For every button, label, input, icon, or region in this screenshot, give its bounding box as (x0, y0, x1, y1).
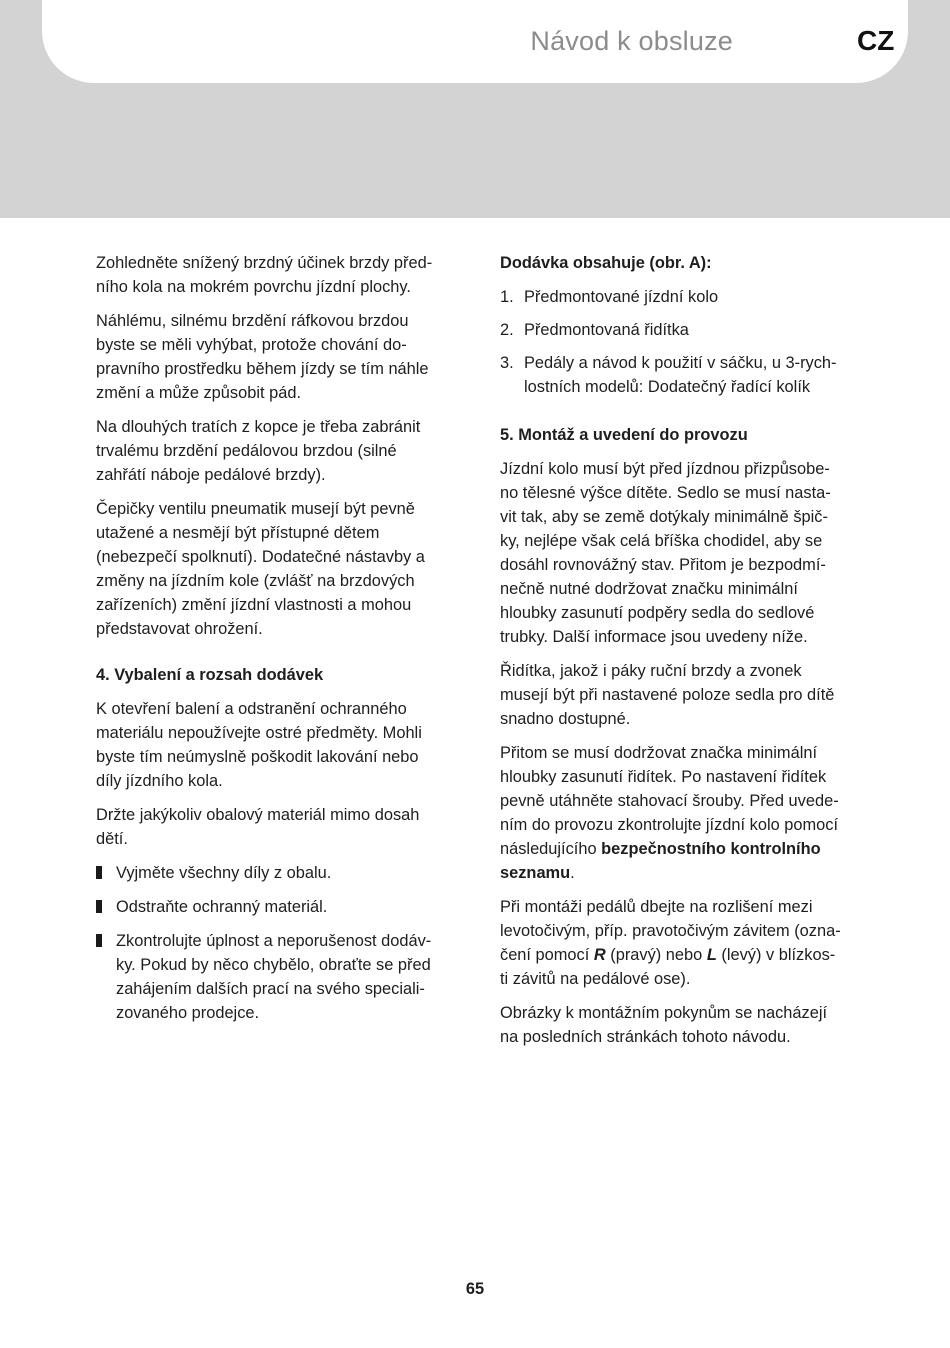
section-5-heading: 5. Montáž a uvedení do provozu (500, 426, 748, 444)
bullet-marker (96, 866, 102, 879)
list-item: 2. Předmontovaná řidítka (500, 321, 689, 339)
paragraph-images-ref: Obrázky k montážním pokynům se nacházejí na posledních stránkách tohoto návodu. (500, 1004, 828, 1046)
bullet-marker (96, 900, 102, 913)
paragraph-unpacking: K otevření balení a odstranění ochranného materiálu nepoužívejte ostré předměty. Mohli byste tím neúmyslně poškodit lakování nebo díly jízdního kola. (96, 700, 422, 790)
header-band (0, 0, 950, 218)
delivery-contents-list (500, 285, 860, 399)
right-marker: R (593, 946, 606, 964)
list-item: Odstraňte ochranný materiál. (96, 895, 456, 919)
list-item: 3. Pedály a návod k použití v sáčku, u 3-rych- lostních modelů: Dodatečný řadící kolík (500, 354, 837, 396)
header-tab (42, 0, 908, 83)
section-4-heading: 4. Vybalení a rozsah dodávek (96, 666, 324, 684)
safety-checklist-ref: bezpečnostního kontrolního (601, 840, 821, 858)
paragraph-packaging: Držte jakýkoliv obalový materiál mimo dosah dětí. (96, 806, 420, 848)
delivery-contents-heading: Dodávka obsahuje (obr. A): (500, 254, 712, 272)
list-item: 1. Předmontované jízdní kolo (500, 288, 719, 306)
paragraph-handlebar-depth: Přitom se musí dodržovat značka minimální hloubky zasunutí řidítek. Po nastavení řidítek pevně utáhněte stahovací šrouby. Před uvede- ním do provozu zkontrolujte jízdní kolo pomocí následujícího bezpečnostního kontrolního seznamu. (500, 744, 839, 882)
paragraph-adjust-saddle: Jízdní kolo musí být před jízdnou přizpůsobe- no tělesné výšce dítěte. Sedlo se musí nasta- vit tak, aby se země dotýkaly minimálně špič- ky, nejlépe však celá bříška chodidel, aby se dosáhl rovnovážný stav. Přitom je bezpodmí- nečně nutné dodržovat značku minimální hloubky zasunutí podpěry sedla do sedlové trubky. Další informace jsou uvedeny níže. (500, 460, 831, 646)
language-code: CZ (857, 25, 895, 56)
paragraph-pedal-thread: Při montáži pedálů dbejte na rozlišení mezi levotočivým, příp. pravotočivým závitem (ozna- čení pomocí R (pravý) nebo L (levý) v blízkos- ti závitů na pedálové ose). (500, 898, 841, 988)
bullet-marker (96, 934, 102, 947)
paragraph-valve-caps: Čepičky ventilu pneumatik musejí být pevně utažené a nesmějí být přístupné dětem (nebezpečí spolknutí). Dodatečné nástavby a změny na jízdním kole (zvlášť na brzdových zařízeních) změní jízdní vlastnosti a mohou představovat ohrožení. (96, 500, 425, 638)
list-item: Zkontrolujte úplnost a neporušenost dodáv- ky. Pokud by něco chybělo, obraťte se před zahájením dalších prací na svého speciali- zovaného prodejce. (96, 929, 456, 1025)
left-marker: L (706, 946, 717, 964)
paragraph-rim-brake: Náhlému, silnému brzdění ráfkovou brzdou byste se měli vyhýbat, protože chování do- pravního prostředku během jízdy se tím náhle změní a může způsobit pád. (96, 312, 429, 402)
unpacking-steps-list (96, 861, 456, 1025)
left-column (96, 251, 456, 1035)
list-item: Vyjměte všechny díly z obalu. (96, 861, 456, 885)
page-number: 65 (465, 1280, 485, 1298)
right-column (500, 251, 860, 1059)
paragraph-handlebar-reach: Řidítka, jakož i páky ruční brzdy a zvonek musejí být při nastavené poloze sedla pro dítě snadno dostupné. (500, 662, 835, 728)
manual-title: Návod k obsluze (530, 26, 733, 56)
paragraph-front-brake: Zohledněte snížený brzdný účinek brzdy před- ního kola na mokrém povrchu jízdní plochy. (96, 254, 433, 296)
paragraph-downhill: Na dlouhých tratích z kopce je třeba zabránit trvalému brzdění pedálovou brzdou (silné zahřátí náboje pedálové brzdy). (96, 418, 421, 484)
